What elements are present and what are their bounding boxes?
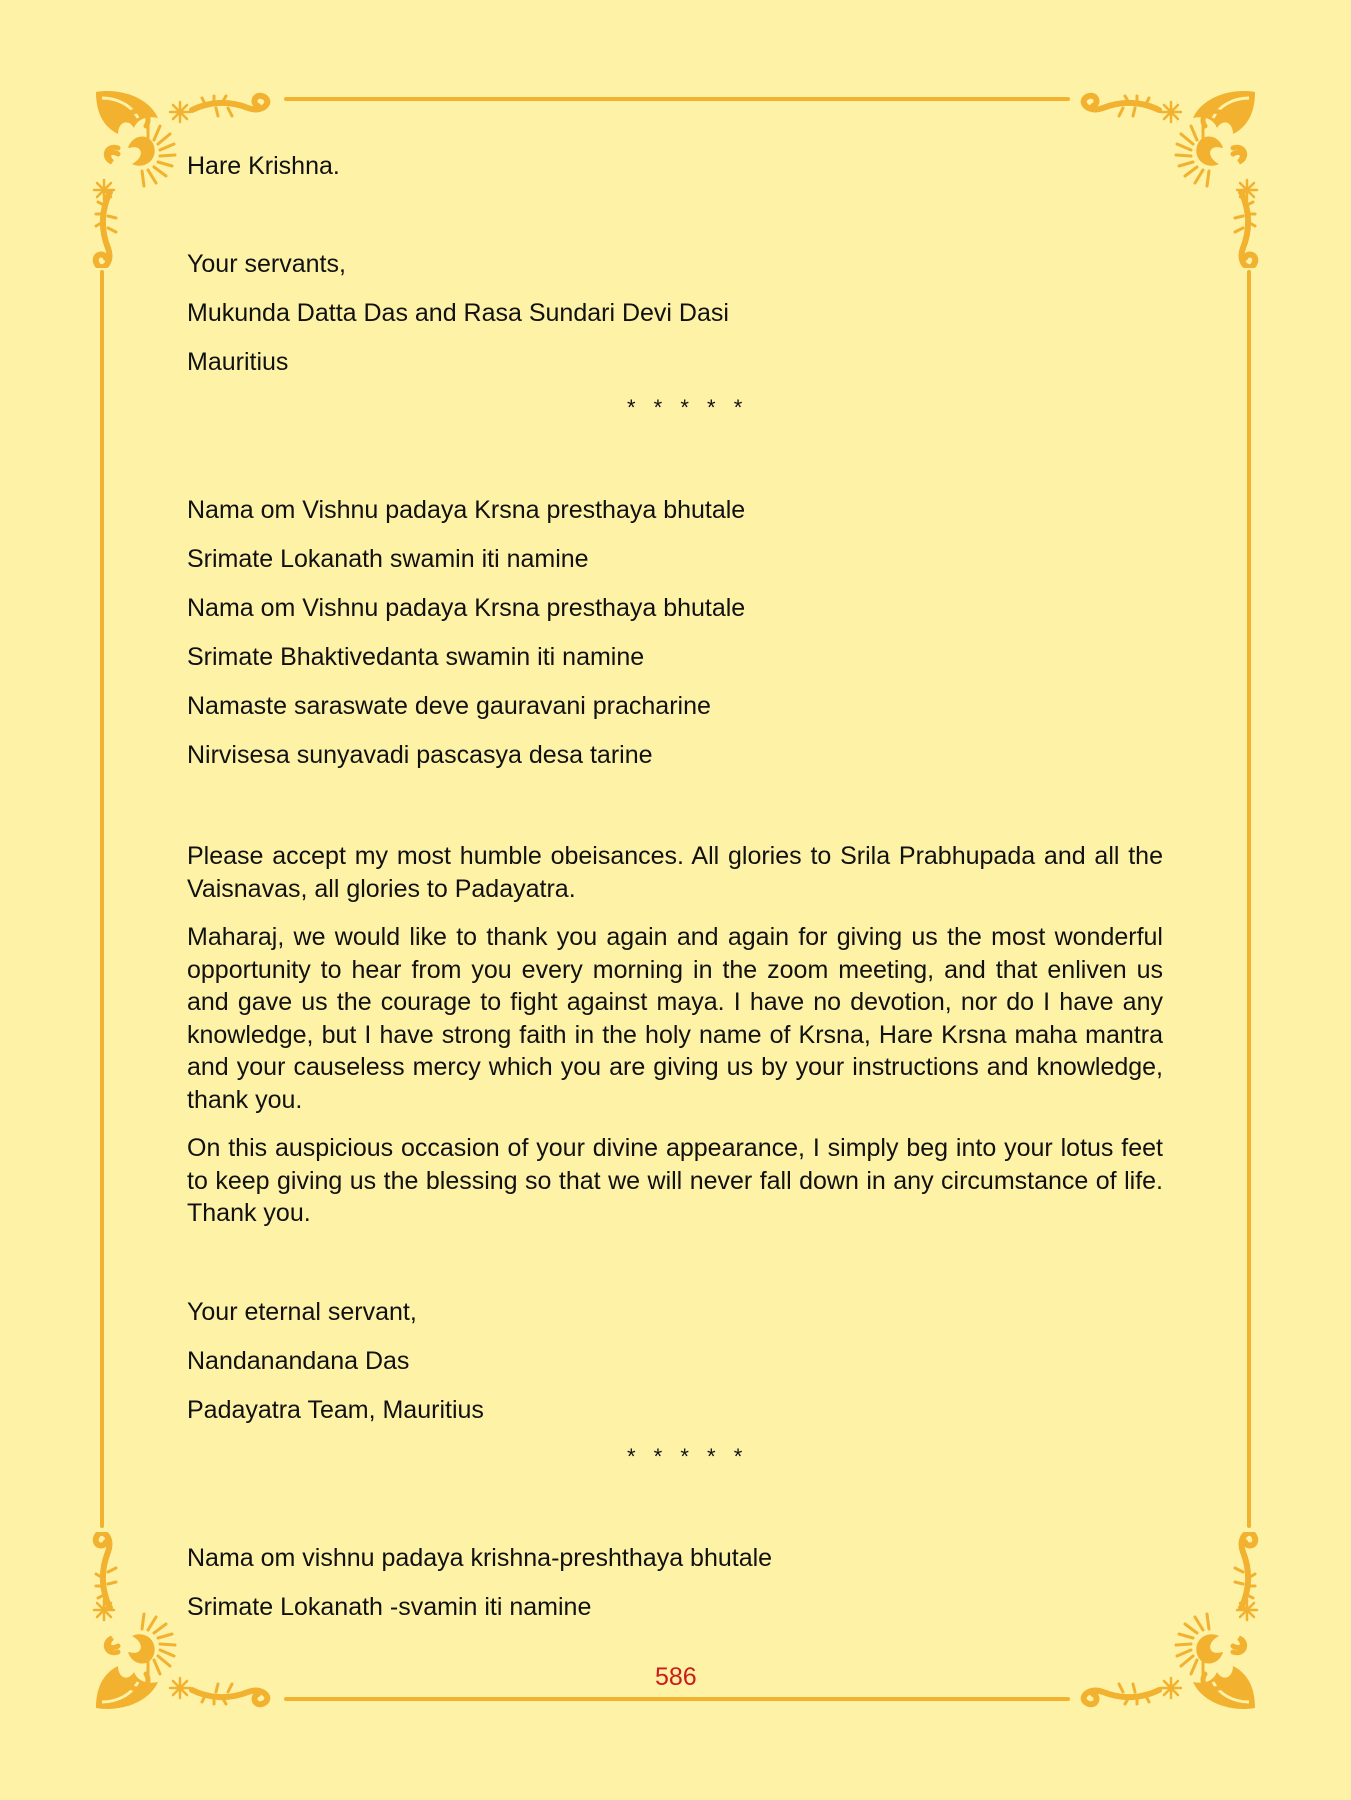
sender-name: Nandanandana Das	[187, 1347, 410, 1375]
verse-line: Srimate Lokanath swamin iti namine	[187, 545, 589, 573]
separator: * * * * *	[627, 1444, 749, 1469]
border-right	[1247, 270, 1251, 1528]
sender-names: Mukunda Datta Das and Rasa Sundari Devi Dasi	[187, 299, 729, 327]
paragraph: On this auspicious occasion of your divine appearance, I simply beg into your lotus feet to keep giving us the blessing so that we will never fall down in any circumstance of life. Thank you.	[187, 1134, 1163, 1227]
signoff: Your servants,	[187, 250, 346, 278]
verse-line: Srimate Lokanath -svamin iti namine	[187, 1593, 592, 1621]
verse-line: Nirvisesa sunyavadi pascasya desa tarine	[187, 741, 653, 769]
corner-ornament-top-right	[1073, 88, 1263, 268]
page-number: 586	[655, 1663, 697, 1691]
border-top	[284, 97, 1070, 101]
verse-line: Srimate Bhaktivedanta swamin iti namine	[187, 643, 645, 671]
verse-line: Namaste saraswate deve gauravani pracharine	[187, 692, 711, 720]
greeting: Hare Krishna.	[187, 152, 340, 180]
paragraph: Maharaj, we would like to thank you again and again for giving us the most wonderful opportunity to hear from you every morning in the zoom meeting, and that enliven us and gave us the courage to fight against maya. I have no devotion, nor do I have any knowledge, but I have strong faith in the holy name of Krsna, Hare Krsna maha mantra and your causeless mercy which you are giving us by your instructions and knowledge, thank you.	[187, 923, 1163, 1114]
verse-line: Nama om Vishnu padaya Krsna presthaya bhutale	[187, 594, 746, 622]
verse-line: Nama om vishnu padaya krishna-preshthaya bhutale	[187, 1544, 773, 1572]
separator: * * * * *	[627, 395, 749, 420]
corner-ornament-bottom-right	[1073, 1532, 1263, 1712]
verse-line: Nama om Vishnu padaya Krsna presthaya bhutale	[187, 496, 746, 524]
border-left	[100, 270, 104, 1528]
sender-team: Padayatra Team, Mauritius	[187, 1396, 484, 1424]
paragraph: Please accept my most humble obeisances. All glories to Srila Prabhupada and all the Vaisnavas, all glories to Padayatra.	[187, 842, 1163, 903]
sender-place: Mauritius	[187, 348, 289, 376]
signoff: Your eternal servant,	[187, 1298, 417, 1326]
border-bottom	[284, 1697, 1070, 1701]
